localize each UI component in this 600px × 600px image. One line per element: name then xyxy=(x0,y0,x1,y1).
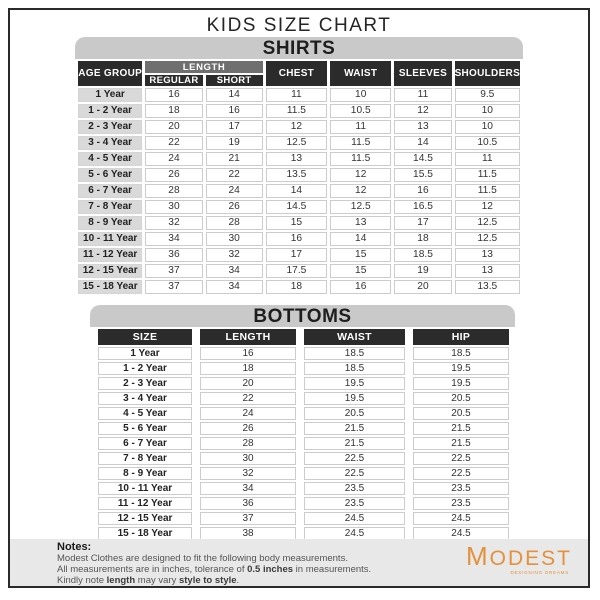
cell-value: 10.5 xyxy=(455,136,520,150)
cell-value: 16 xyxy=(200,347,296,360)
cell-value: 18 xyxy=(266,280,327,294)
row-label: 12 - 15 Year xyxy=(98,512,192,525)
table-row xyxy=(78,200,520,214)
cell-value: 12.5 xyxy=(330,200,391,214)
cell-value: 24.5 xyxy=(304,527,405,540)
cell-value: 20.5 xyxy=(413,407,509,420)
table-row xyxy=(78,88,520,102)
cell-value: 11 xyxy=(455,152,520,166)
cell-value: 13 xyxy=(394,120,451,134)
col-header-short: SHORT xyxy=(206,75,263,86)
cell-value: 18.5 xyxy=(394,248,451,262)
cell-value: 12 xyxy=(394,104,451,118)
cell-value: 16 xyxy=(330,280,391,294)
table-row xyxy=(78,248,520,262)
col-header-waist: WAIST xyxy=(330,61,391,86)
col-header-sleeves: SLEEVES xyxy=(394,61,451,86)
cell-value: 12 xyxy=(266,120,327,134)
bottoms-section-header: BOTTOMS xyxy=(90,305,515,327)
cell-value: 12 xyxy=(330,184,391,198)
cell-value: 22.5 xyxy=(304,452,405,465)
cell-value: 26 xyxy=(206,200,263,214)
cell-value: 13 xyxy=(330,216,391,230)
row-label: 10 - 11 Year xyxy=(78,232,142,246)
brand-tagline: DESIGNING DREAMS xyxy=(510,570,569,575)
cell-value: 21 xyxy=(206,152,263,166)
row-label: 7 - 8 Year xyxy=(78,200,142,214)
cell-value: 12 xyxy=(330,168,391,182)
cell-value: 11 xyxy=(394,88,451,102)
table-row xyxy=(98,347,509,360)
cell-value: 11.5 xyxy=(266,104,327,118)
cell-value: 18 xyxy=(394,232,451,246)
cell-value: 36 xyxy=(200,497,296,510)
cell-value: 32 xyxy=(145,216,202,230)
cell-value: 21.5 xyxy=(413,422,509,435)
cell-value: 32 xyxy=(200,467,296,480)
row-label: 11 - 12 Year xyxy=(98,497,192,510)
brand-name: MODEST xyxy=(465,541,572,571)
bottoms-table-body xyxy=(98,347,509,540)
cell-value: 18.5 xyxy=(304,347,405,360)
row-label: 1 - 2 Year xyxy=(98,362,192,375)
cell-value: 11.5 xyxy=(455,168,520,182)
table-row xyxy=(78,168,520,182)
cell-value: 20 xyxy=(200,377,296,390)
cell-value: 21.5 xyxy=(304,437,405,450)
cell-value: 30 xyxy=(200,452,296,465)
cell-value: 18 xyxy=(145,104,202,118)
cell-value: 11 xyxy=(330,120,391,134)
cell-value: 24 xyxy=(206,184,263,198)
cell-value: 26 xyxy=(145,168,202,182)
cell-value: 16 xyxy=(206,104,263,118)
cell-value: 34 xyxy=(206,264,263,278)
cell-value: 24 xyxy=(145,152,202,166)
cell-value: 17 xyxy=(394,216,451,230)
shirts-section xyxy=(75,37,523,296)
cell-value: 17 xyxy=(206,120,263,134)
page-title: KIDS SIZE CHART xyxy=(206,15,392,36)
col-header-waist: WAIST xyxy=(304,329,405,345)
notes-line-1: Modest Clothes are designed to fit the following body measurements. xyxy=(57,553,348,564)
table-row xyxy=(98,392,509,405)
cell-value: 16 xyxy=(145,88,202,102)
cell-value: 32 xyxy=(206,248,263,262)
table-row xyxy=(98,452,509,465)
cell-value: 21.5 xyxy=(304,422,405,435)
row-label: 6 - 7 Year xyxy=(98,437,192,450)
table-row xyxy=(78,280,520,294)
row-label: 11 - 12 Year xyxy=(78,248,142,262)
cell-value: 37 xyxy=(145,280,202,294)
cell-value: 19.5 xyxy=(304,377,405,390)
row-label: 5 - 6 Year xyxy=(98,422,192,435)
row-label: 1 Year xyxy=(78,88,142,102)
cell-value: 10.5 xyxy=(330,104,391,118)
cell-value: 34 xyxy=(200,482,296,495)
cell-value: 19 xyxy=(394,264,451,278)
cell-value: 13.5 xyxy=(266,168,327,182)
cell-value: 24.5 xyxy=(304,512,405,525)
cell-value: 20.5 xyxy=(304,407,405,420)
cell-value: 30 xyxy=(206,232,263,246)
row-label: 15 - 18 Year xyxy=(78,280,142,294)
cell-value: 11 xyxy=(266,88,327,102)
cell-value: 12.5 xyxy=(455,216,520,230)
col-header-hip: HIP xyxy=(413,329,509,345)
shirts-section-header: SHIRTS xyxy=(75,37,523,59)
cell-value: 19.5 xyxy=(304,392,405,405)
row-label: 3 - 4 Year xyxy=(78,136,142,150)
cell-value: 10 xyxy=(455,104,520,118)
cell-value: 13.5 xyxy=(455,280,520,294)
cell-value: 22 xyxy=(206,168,263,182)
cell-value: 23.5 xyxy=(413,482,509,495)
cell-value: 19 xyxy=(206,136,263,150)
notes-line-3: Kindly note length may vary style to style. xyxy=(57,575,240,586)
cell-value: 11.5 xyxy=(330,152,391,166)
cell-value: 22 xyxy=(200,392,296,405)
cell-value: 12.5 xyxy=(455,232,520,246)
cell-value: 18.5 xyxy=(304,362,405,375)
cell-value: 17.5 xyxy=(266,264,327,278)
cell-value: 15 xyxy=(266,216,327,230)
row-label: 8 - 9 Year xyxy=(78,216,142,230)
col-header-age-group: AGE GROUP xyxy=(78,61,142,86)
shirts-table xyxy=(75,59,523,296)
col-header-chest: CHEST xyxy=(266,61,327,86)
cell-value: 20 xyxy=(145,120,202,134)
shirts-header-row xyxy=(78,61,520,73)
cell-value: 13 xyxy=(455,264,520,278)
table-row xyxy=(98,407,509,420)
table-row xyxy=(78,136,520,150)
row-label: 3 - 4 Year xyxy=(98,392,192,405)
table-row xyxy=(98,377,509,390)
row-label: 1 Year xyxy=(98,347,192,360)
cell-value: 10 xyxy=(330,88,391,102)
cell-value: 20 xyxy=(394,280,451,294)
table-row xyxy=(98,422,509,435)
cell-value: 22.5 xyxy=(413,467,509,480)
cell-value: 30 xyxy=(145,200,202,214)
table-row xyxy=(78,264,520,278)
table-row xyxy=(78,152,520,166)
brand-logo xyxy=(465,541,572,575)
cell-value: 23.5 xyxy=(413,497,509,510)
cell-value: 13 xyxy=(266,152,327,166)
cell-value: 37 xyxy=(145,264,202,278)
cell-value: 16 xyxy=(394,184,451,198)
cell-value: 18.5 xyxy=(413,347,509,360)
row-label: 8 - 9 Year xyxy=(98,467,192,480)
notes-band xyxy=(10,539,588,586)
cell-value: 23.5 xyxy=(304,497,405,510)
cell-value: 24.5 xyxy=(413,527,509,540)
row-label: 5 - 6 Year xyxy=(78,168,142,182)
table-row xyxy=(98,362,509,375)
table-row xyxy=(78,216,520,230)
row-label: 2 - 3 Year xyxy=(98,377,192,390)
row-label: 6 - 7 Year xyxy=(78,184,142,198)
col-header-length: LENGTH xyxy=(200,329,296,345)
cell-value: 38 xyxy=(200,527,296,540)
table-row xyxy=(78,104,520,118)
col-header-shoulders: SHOULDERS xyxy=(455,61,520,86)
table-row xyxy=(78,184,520,198)
cell-value: 15.5 xyxy=(394,168,451,182)
bottoms-section xyxy=(90,305,515,542)
row-label: 12 - 15 Year xyxy=(78,264,142,278)
cell-value: 21.5 xyxy=(413,437,509,450)
row-label: 2 - 3 Year xyxy=(78,120,142,134)
cell-value: 15 xyxy=(330,264,391,278)
row-label: 15 - 18 Year xyxy=(98,527,192,540)
shirts-table-body xyxy=(78,88,520,294)
cell-value: 14 xyxy=(206,88,263,102)
cell-value: 14 xyxy=(330,232,391,246)
col-header-size: SIZE xyxy=(98,329,192,345)
bottoms-header-row xyxy=(98,329,509,345)
cell-value: 22 xyxy=(145,136,202,150)
cell-value: 9.5 xyxy=(455,88,520,102)
cell-value: 11.5 xyxy=(330,136,391,150)
cell-value: 34 xyxy=(206,280,263,294)
table-row xyxy=(78,232,520,246)
cell-value: 24 xyxy=(200,407,296,420)
col-header-length: LENGTH xyxy=(145,61,262,73)
cell-value: 24.5 xyxy=(413,512,509,525)
cell-value: 10 xyxy=(455,120,520,134)
cell-value: 28 xyxy=(145,184,202,198)
cell-value: 37 xyxy=(200,512,296,525)
row-label: 4 - 5 Year xyxy=(78,152,142,166)
notes-label: Notes: xyxy=(57,541,92,553)
cell-value: 23.5 xyxy=(304,482,405,495)
table-row xyxy=(98,482,509,495)
row-label: 7 - 8 Year xyxy=(98,452,192,465)
cell-value: 12 xyxy=(455,200,520,214)
cell-value: 13 xyxy=(455,248,520,262)
cell-value: 20.5 xyxy=(413,392,509,405)
bottoms-table xyxy=(90,327,517,542)
row-label: 4 - 5 Year xyxy=(98,407,192,420)
cell-value: 18 xyxy=(200,362,296,375)
cell-value: 26 xyxy=(200,422,296,435)
row-label: 1 - 2 Year xyxy=(78,104,142,118)
cell-value: 28 xyxy=(206,216,263,230)
row-label: 10 - 11 Year xyxy=(98,482,192,495)
table-row xyxy=(98,437,509,450)
cell-value: 19.5 xyxy=(413,377,509,390)
col-header-regular: REGULAR xyxy=(145,75,202,86)
cell-value: 16 xyxy=(266,232,327,246)
cell-value: 14 xyxy=(394,136,451,150)
cell-value: 22.5 xyxy=(304,467,405,480)
table-row xyxy=(78,120,520,134)
notes-line-2: All measurements are in inches, tolerance of 0.5 inches in measurements. xyxy=(57,564,372,575)
cell-value: 14.5 xyxy=(394,152,451,166)
cell-value: 12.5 xyxy=(266,136,327,150)
notes-text xyxy=(57,541,371,586)
table-row xyxy=(98,467,509,480)
cell-value: 28 xyxy=(200,437,296,450)
cell-value: 14.5 xyxy=(266,200,327,214)
chart-frame xyxy=(8,8,590,588)
cell-value: 14 xyxy=(266,184,327,198)
cell-value: 15 xyxy=(330,248,391,262)
cell-value: 17 xyxy=(266,248,327,262)
cell-value: 36 xyxy=(145,248,202,262)
cell-value: 16.5 xyxy=(394,200,451,214)
cell-value: 34 xyxy=(145,232,202,246)
table-row xyxy=(98,497,509,510)
cell-value: 22.5 xyxy=(413,452,509,465)
cell-value: 11.5 xyxy=(455,184,520,198)
table-row xyxy=(98,512,509,525)
cell-value: 19.5 xyxy=(413,362,509,375)
